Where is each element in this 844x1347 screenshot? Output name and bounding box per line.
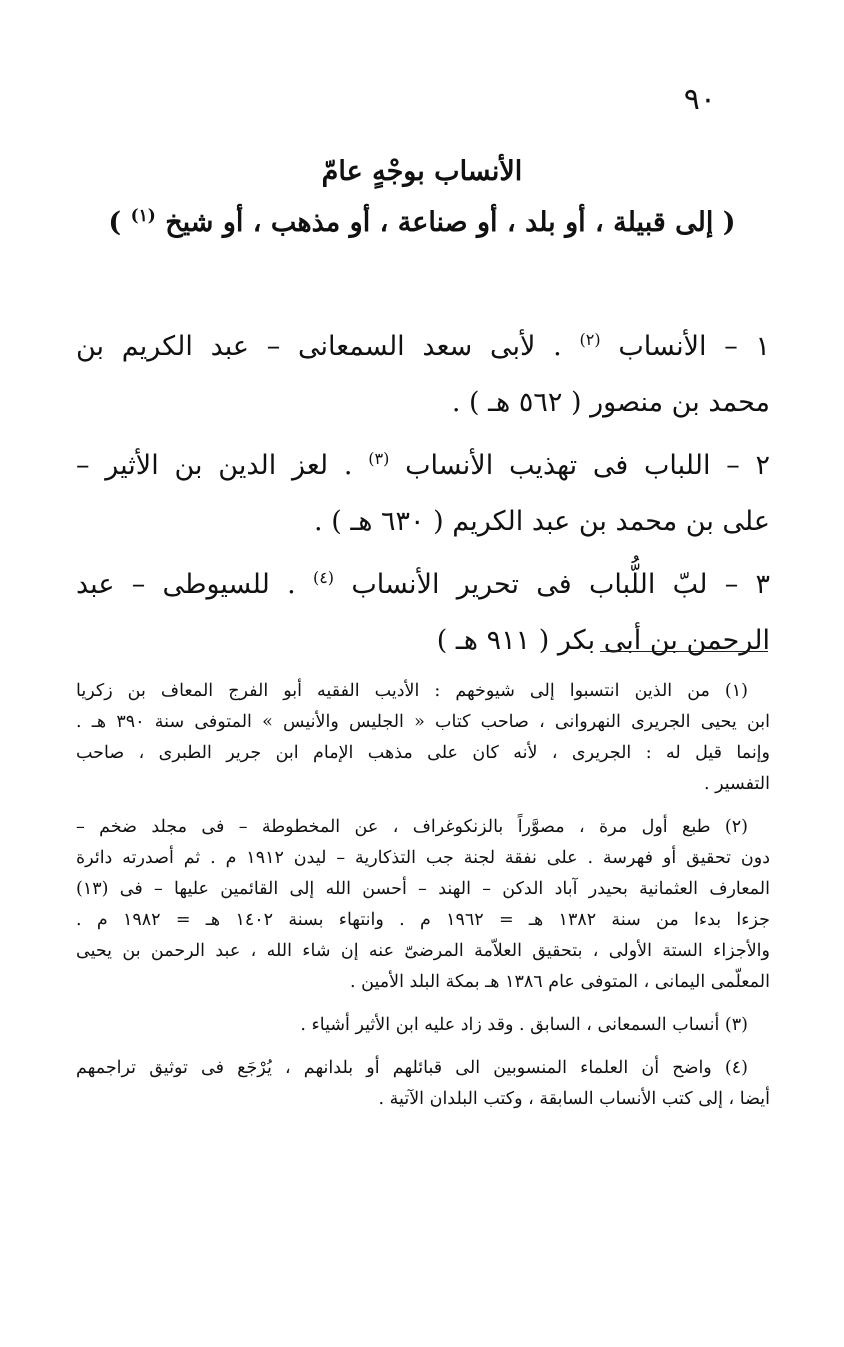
footnote-line: المعارف العثمانية بحيدر آباد الدكن – الهند – أحسن الله إلى القائمين عليها – فى (١٣)	[76, 879, 770, 899]
entry-line	[76, 550, 770, 613]
footnote-line: والأجزاء الستة الأولى ، بتحقيق العلاّمة المرضىّ عنه إن شاء الله ، عبد الرحمن بن يحيى	[76, 941, 770, 961]
entry-text: ١ – الأنساب	[618, 331, 770, 362]
footnote-ref-2: (٢)	[579, 330, 601, 349]
footnote-line: جزءا بدءا من سنة ١٣٨٢ هـ = ١٩٦٢ م . وانتهاء بسنة ١٤٠٢ هـ = ١٩٨٢ م .	[76, 910, 771, 930]
footnote-line: التفسير .	[703, 774, 770, 794]
footnote-line: (٤) واضح أن العلماء المنسوبين الى قبائلهم أو بلدانهم ، يُرْجَع فى توثيق تراجمهم	[76, 1058, 748, 1078]
subtitle-text: ( إلى قبيلة ، أو بلد ، أو صناعة ، أو مذهب ، أو شيخ	[165, 207, 736, 238]
footnote-line: ابن يحيى الجريرى النهروانى ، صاحب كتاب « الجليس والأنيس » المتوفى سنة ٣٩٠ هـ .	[76, 712, 770, 732]
footnote-line: دون تحقيق أو فهرسة . على نفقة لجنة جب التذكارية – ليدن ١٩١٢ م . ثم أصدرته دائرة	[76, 848, 770, 868]
entry-text: ٣ – لبّ اللُّباب فى تحرير الأنساب	[351, 569, 770, 600]
footnote-ref-1: (١)	[130, 206, 156, 226]
footnote-line: المعلّمى اليمانى ، المتوفى عام ١٣٨٦ هـ بمكة البلد الأمين .	[350, 972, 770, 992]
footnote-line: (١) من الذين انتسبوا إلى شيوخهم : الأديب الفقيه أبو الفرج المعاف بن زكريا	[76, 681, 748, 701]
footnote-4	[76, 1053, 770, 1115]
entry-text: . لعز الدين بن الأثير –	[76, 450, 353, 481]
list-item	[76, 431, 770, 550]
page-number: ٩٠	[683, 82, 716, 117]
page-subtitle	[60, 194, 784, 245]
footnote-1	[76, 676, 770, 800]
entry-line	[76, 431, 770, 494]
footnote-3	[76, 1010, 770, 1041]
page-title: الأنساب بوجْهٍ عامّ	[321, 156, 523, 187]
entry-text: . للسيوطى – عبد	[76, 569, 296, 600]
entry-line: الرحمن بن أبى بكر ( ٩١١ هـ )	[436, 625, 770, 656]
entry-list	[76, 312, 770, 669]
footnote-2	[76, 812, 770, 998]
entry-text: ٢ – اللباب فى تهذيب الأنساب	[405, 450, 770, 481]
footnotes	[76, 676, 770, 1127]
list-item	[76, 312, 770, 431]
subtitle-close: )	[108, 207, 122, 238]
entry-line: على بن محمد بن عبد الكريم ( ٦٣٠ هـ ) .	[314, 506, 770, 537]
footnote-ref-3: (٣)	[368, 449, 390, 468]
footnote-line: وإنما قيل له : الجريرى ، لأنه كان على مذهب الإمام ابن جرير الطبرى ، صاحب	[76, 743, 770, 763]
heading-block	[60, 150, 784, 245]
footnote-line: (٣) أنساب السمعانى ، السابق . وقد زاد عليه ابن الأثير أشياء .	[300, 1015, 748, 1035]
entry-line: محمد بن منصور ( ٥٦٢ هـ ) .	[451, 387, 770, 418]
footnote-line: أيضا ، إلى كتب الأنساب السابقة ، وكتب البلدان الآتية .	[378, 1089, 770, 1109]
footnote-line: (٢) طبع أول مرة ، مصوَّراً بالزنكوغراف ، عن المخطوطة – فى مجلد ضخم –	[76, 817, 748, 837]
entry-line	[76, 312, 770, 375]
footnote-separator	[600, 651, 768, 652]
entry-text: . لأبى سعد السمعانى – عبد الكريم بن	[76, 331, 562, 362]
footnote-ref-4: (٤)	[312, 568, 335, 587]
